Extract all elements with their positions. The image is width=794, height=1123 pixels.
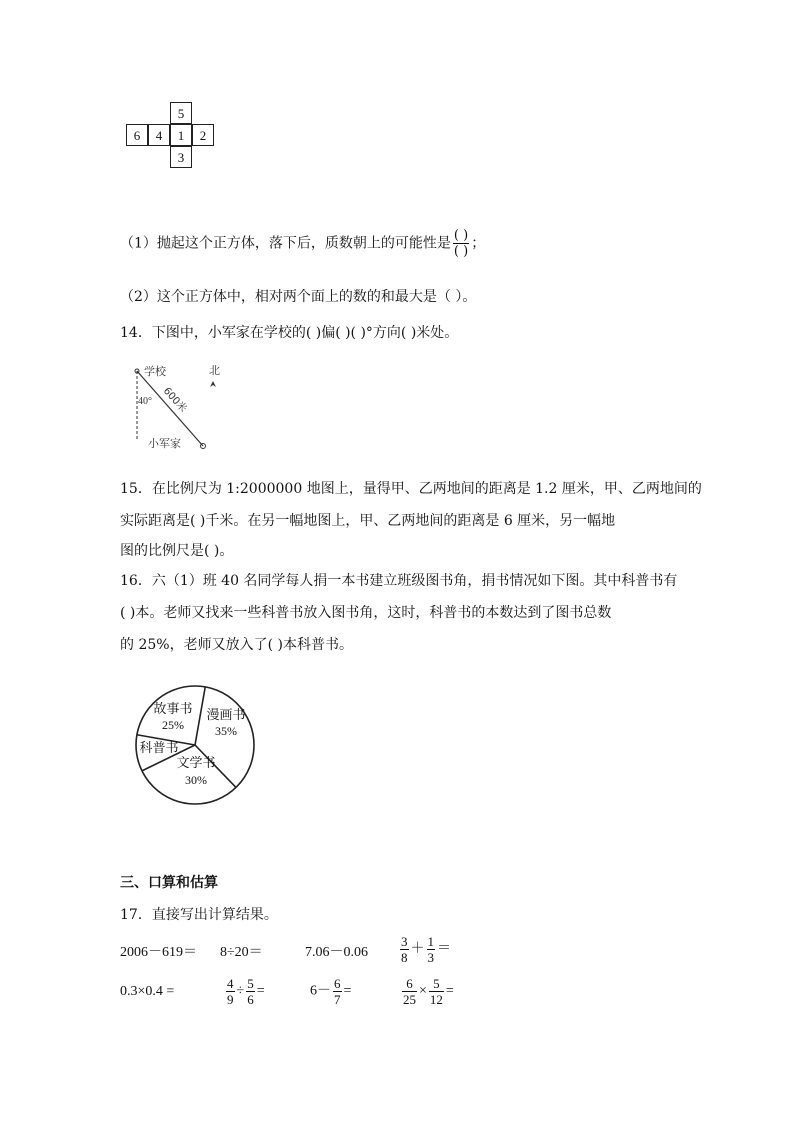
fraction-denominator: 9 (227, 992, 234, 1007)
operator: ÷ (236, 983, 245, 999)
section-heading: 三、口算和估算 (120, 875, 218, 891)
q13-probability-fraction (453, 228, 469, 259)
fraction-numerator: 5 (429, 976, 444, 992)
north-label: 北 (209, 364, 220, 377)
pie-slice-value: 35% (215, 724, 237, 738)
q14-text: 14．下图中，小军家在学校的( )偏( )( )°方向( )米处。 (120, 325, 459, 341)
net-cell-center: 1 (170, 124, 192, 146)
q15-line1: 15．在比例尺为 1:2000000 地图上，量得甲、乙两地间的距离是 1.2 厘米，甲、乙两地间的 (120, 481, 702, 497)
net-cell-bottom: 3 (170, 146, 192, 168)
pie-slice-label: 科普书 (139, 741, 179, 756)
fraction-numerator: 1 (427, 934, 434, 949)
net-cell-top: 5 (170, 102, 192, 124)
pie-slice-value: 25% (162, 718, 184, 732)
fraction-denominator: ( ) (453, 244, 469, 259)
fraction-numerator: 6 (402, 976, 417, 992)
school-label: 学校 (144, 365, 166, 378)
pie-slice-label: 文学书 (176, 756, 216, 771)
fraction-denominator: 3 (427, 950, 434, 965)
north-arrow-icon (210, 381, 216, 387)
q13-part2: （2）这个正方体中，相对两个面上的数的和最大是（ ）。 (120, 289, 477, 305)
calc-4 (398, 934, 451, 965)
fraction-denominator: 8 (401, 950, 408, 965)
fraction-numerator: 4 (227, 976, 234, 991)
q16-line1: 16．六（1）班 40 名同学每人捐一本书建立班级图书角，捐书情况如下图。其中科普书有 (120, 573, 678, 589)
fraction-denominator: 7 (334, 992, 341, 1007)
distance-label: 600米 (160, 385, 189, 415)
pie-slice-label: 漫画书 (206, 708, 246, 723)
calc-1: 2006－619＝ (120, 945, 197, 960)
q15-line3: 图的比例尺是( )。 (120, 543, 234, 559)
operator: ＋ (410, 941, 425, 957)
fraction-numerator: ( ) (453, 228, 469, 243)
q16-line2: ( )本。老师又找来一些科普书放入图书角，这时，科普书的本数达到了图书总数 (120, 605, 612, 621)
calc-6 (224, 976, 265, 1007)
fraction-numerator: 6 (334, 976, 341, 991)
q14-direction-diagram (125, 358, 235, 458)
calc-7 (310, 976, 351, 1007)
whole-number: 6－ (310, 983, 331, 999)
calc-2: 8÷20＝ (220, 945, 263, 960)
calc-3: 7.06－0.06 (305, 945, 368, 960)
equals-sign: ＝ (437, 941, 451, 957)
fraction-denominator: 25 (403, 992, 416, 1007)
calc-5: 0.3×0.4 = (120, 984, 175, 999)
equals-sign: = (256, 983, 265, 999)
q17-text: 17．直接写出计算结果。 (120, 907, 278, 923)
q16-line3: 的 25%，老师又放入了( )本科普书。 (120, 637, 353, 653)
angle-label: 40° (138, 396, 152, 407)
school-home-line (137, 371, 203, 446)
q13-part1-end: ； (471, 235, 486, 252)
equals-sign: = (343, 983, 352, 999)
equals-sign: = (445, 983, 454, 999)
pie-slice-value: 30% (185, 773, 207, 787)
home-label: 小军家 (148, 437, 181, 450)
book-pie-chart (125, 680, 265, 810)
pie-slice-label: 故事书 (153, 702, 193, 717)
calc-8 (400, 976, 454, 1007)
q13-part1 (120, 228, 485, 259)
net-cell: 6 (126, 124, 148, 146)
q13-part1-text: （1）抛起这个正方体，落下后，质数朝上的可能性是 (120, 235, 451, 252)
net-cell: 4 (148, 124, 170, 146)
fraction-numerator: 5 (247, 976, 254, 991)
fraction-denominator: 6 (247, 992, 254, 1007)
fraction-denominator: 12 (429, 992, 443, 1007)
q15-line2: 实际距离是( )千米。在另一幅地图上，甲、乙两地间的距离是 6 厘米，另一幅地 (120, 513, 616, 529)
operator: × (419, 983, 427, 999)
fraction-numerator: 3 (401, 934, 408, 949)
net-cell: 2 (192, 124, 214, 146)
